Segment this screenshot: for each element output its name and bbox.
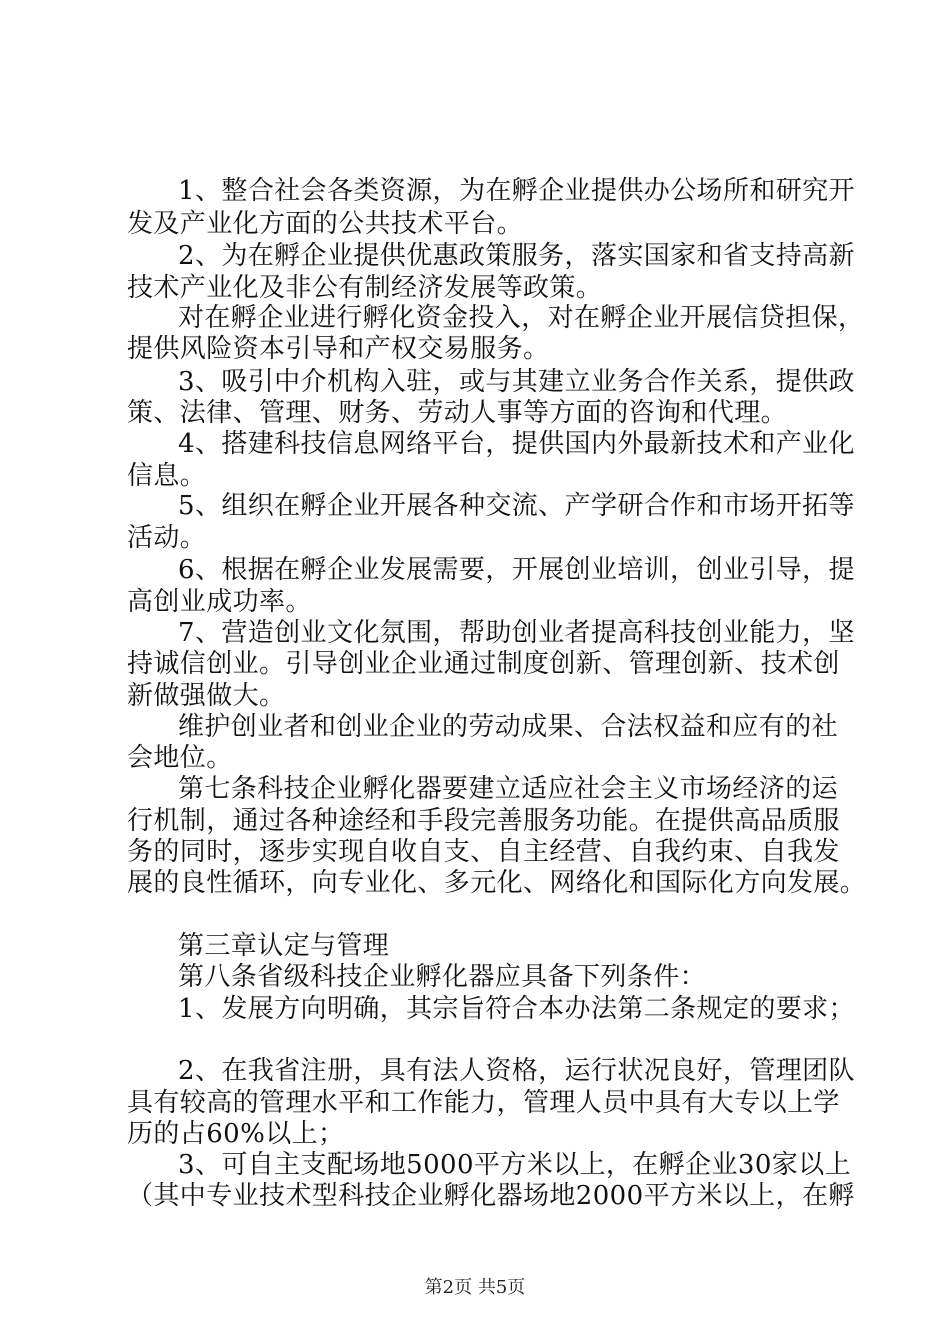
text-line: 新做强做大。 (127, 681, 286, 711)
text-line: 具有较高的管理水平和工作能力，管理人员中具有大专以上学 (127, 1088, 840, 1118)
text-line: 3、吸引中介机构入驻，或与其建立业务合作关系，提供政 (178, 367, 855, 397)
section-heading: 第三章认定与管理 (178, 931, 390, 961)
text-line: 第八条省级科技企业孵化器应具备下列条件： (178, 962, 707, 992)
text-line: 发及产业化方面的公共技术平台。 (127, 209, 524, 239)
text-line: 高创业成功率。 (127, 587, 312, 617)
text-line: 1、发展方向明确，其宗旨符合本办法第二条规定的要求； (178, 994, 855, 1024)
text-line: 对在孵企业进行孵化资金投入，对在孵企业开展信贷担保， (178, 303, 865, 333)
text-line: 6、根据在孵企业发展需要，开展创业培训，创业引导，提 (178, 555, 855, 585)
page-number: 第2页 共5页 (424, 1277, 526, 1298)
text-line: 行机制，通过各种途经和手段完善服务功能。在提供高品质服 (127, 806, 840, 836)
text-line: （其中专业技术型科技企业孵化器场地2000平方米以上，在孵 (127, 1181, 855, 1211)
text-line: 展的良性循环，向专业化、多元化、网络化和国际化方向发展。 (127, 868, 867, 898)
text-line: 3、可自主支配场地5000平方米以上，在孵企业30家以上 (178, 1150, 851, 1180)
text-line: 1、整合社会各类资源，为在孵企业提供办公场所和研究开 (178, 176, 855, 206)
text-line: 4、搭建科技信息网络平台，提供国内外最新技术和产业化 (178, 429, 855, 459)
text-line: 会地位。 (127, 743, 233, 773)
text-line: 信息。 (127, 461, 207, 491)
text-line: 7、营造创业文化氛围，帮助创业者提高科技创业能力，坚 (178, 618, 855, 648)
text-line: 历的占60%以上； (127, 1119, 345, 1149)
text-line: 持诚信创业。引导创业企业通过制度创新、管理创新、技术创 (127, 649, 840, 679)
text-line: 活动。 (127, 523, 207, 553)
text-line: 策、法律、管理、财务、劳动人事等方面的咨询和代理。 (127, 398, 788, 428)
text-line: 2、为在孵企业提供优惠政策服务，落实国家和省支持高新 (178, 241, 855, 271)
text-line: 技术产业化及非公有制经济发展等政策。 (127, 273, 603, 303)
text-line: 务的同时，逐步实现自收自支、自主经营、自我约束、自我发 (127, 837, 840, 867)
text-line: 第七条科技企业孵化器要建立适应社会主义市场经济的运 (178, 774, 839, 804)
text-line: 2、在我省注册，具有法人资格，运行状况良好，管理团队 (178, 1056, 855, 1086)
text-line: 5、组织在孵企业开展各种交流、产学研合作和市场开拓等 (178, 491, 855, 521)
text-line: 提供风险资本引导和产权交易服务。 (127, 334, 550, 364)
text-line: 维护创业者和创业企业的劳动成果、合法权益和应有的社 (178, 712, 839, 742)
